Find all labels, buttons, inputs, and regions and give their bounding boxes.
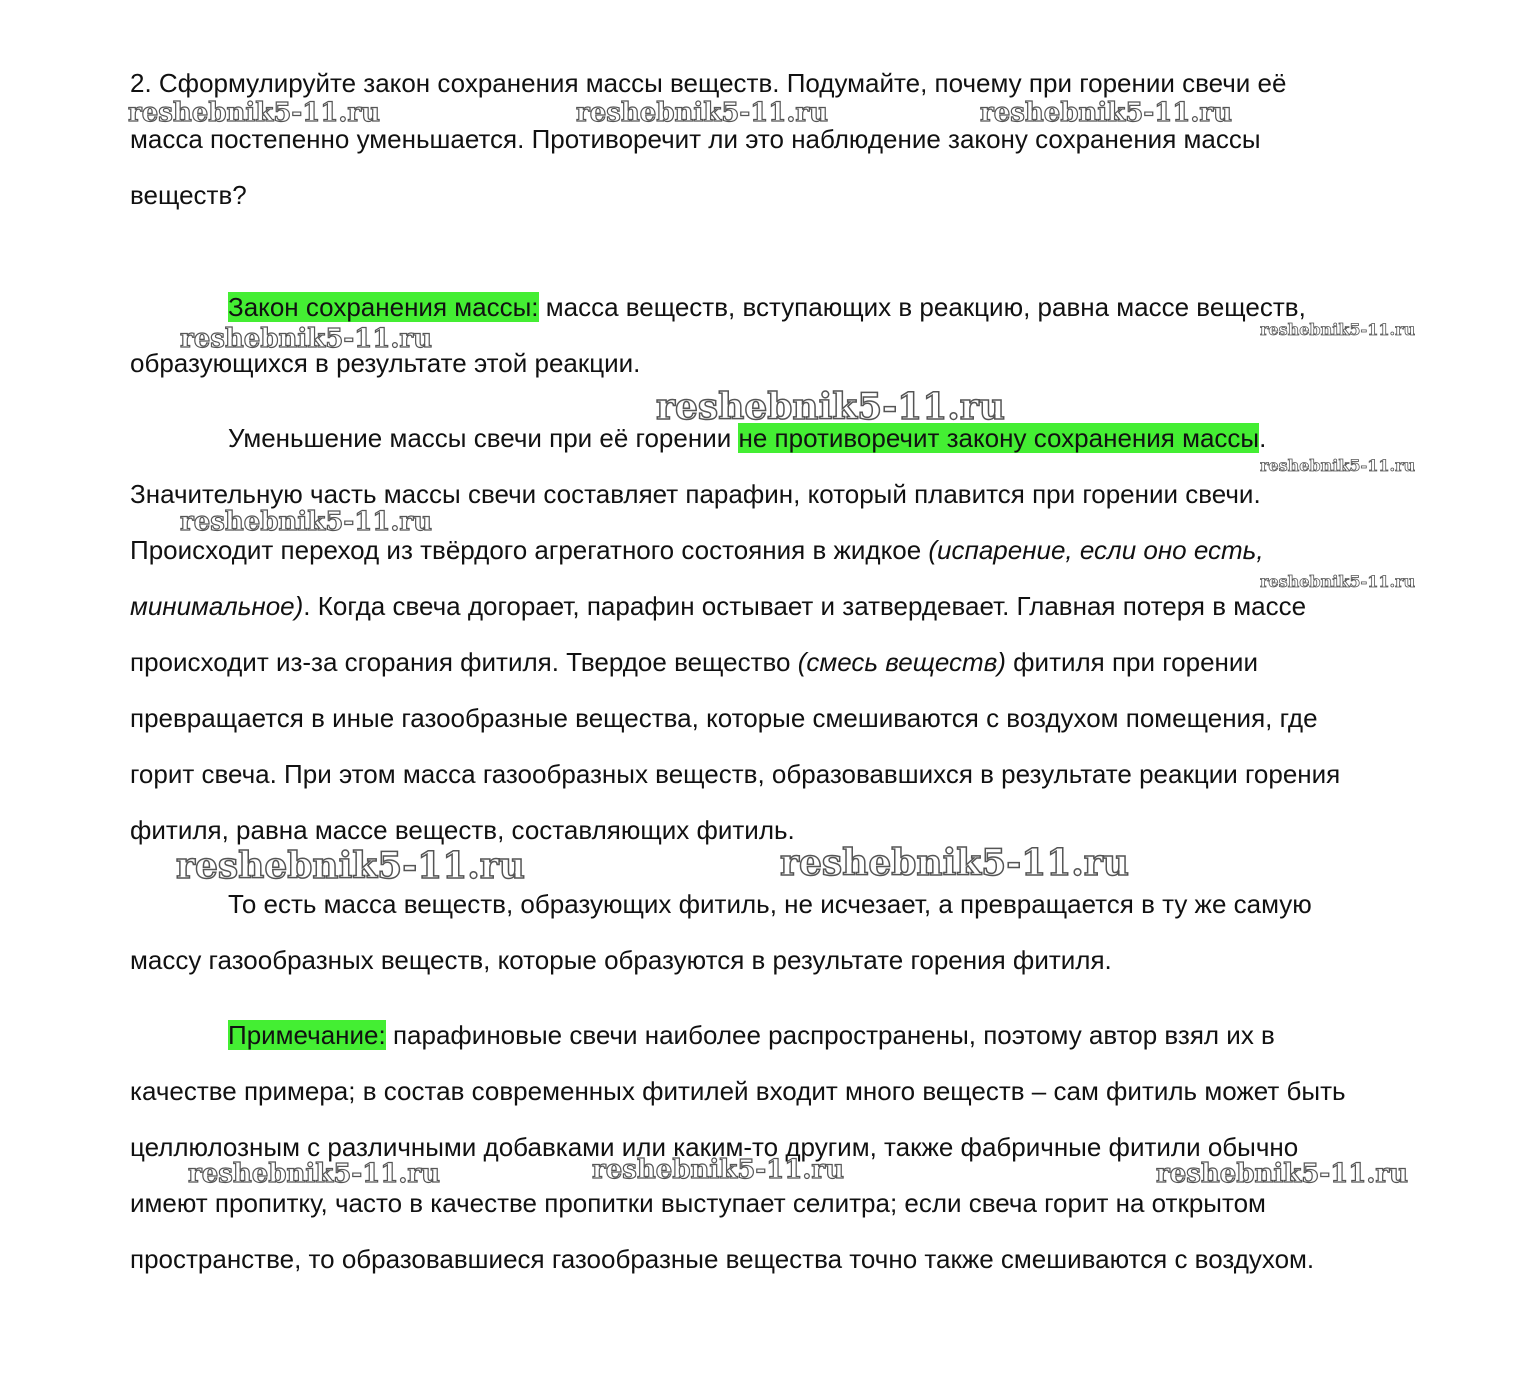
- watermark: reshebnik5-11.ru: [180, 507, 433, 537]
- note-label: Примечание:: [228, 1020, 386, 1050]
- note-line-3: целлюлозным с различными добавками или каким-то другим, также фабричные фитили обычно: [130, 1132, 1299, 1162]
- watermark: reshebnik5-11.ru: [180, 324, 433, 354]
- conclusion-line-1: То есть масса веществ, образующих фитиль, не исчезает, а превращается в ту же самую: [228, 889, 1312, 919]
- explanation-start: Уменьшение массы свечи при её горении: [228, 423, 739, 453]
- explanation-l5-text: происходит из-за сгорания фитиля. Твердое вещество: [130, 647, 798, 677]
- watermark: reshebnik5-11.ru: [1260, 456, 1416, 475]
- watermark: reshebnik5-11.ru: [656, 386, 1005, 428]
- watermark: reshebnik5-11.ru: [592, 1155, 845, 1185]
- note-line-5: пространстве, то образовавшиеся газообразные вещества точно также смешиваются с воздухом.: [130, 1244, 1315, 1274]
- law-line-2: образующихся в результате этой реакции.: [130, 348, 641, 378]
- note-line-1: [228, 1018, 1275, 1052]
- explanation-l5-italic: (смесь веществ): [797, 647, 1006, 677]
- explanation-l3-text: Происходит переход из твёрдого агрегатного состояния в жидкое: [130, 535, 929, 565]
- watermark: reshebnik5-11.ru: [188, 1159, 441, 1189]
- question-line-2: масса постепенно уменьшается. Противоречит ли это наблюдение закону сохранения массы: [130, 124, 1261, 154]
- law-text-1: масса веществ, вступающих в реакцию, равна массе веществ,: [538, 292, 1306, 322]
- explanation-highlight: не противоречит закону сохранения массы: [738, 423, 1260, 453]
- explanation-line-5: [130, 645, 1258, 679]
- watermark: reshebnik5-11.ru: [1156, 1159, 1409, 1189]
- explanation-line-6: превращается в иные газообразные вещества, которые смешиваются с воздухом помещения, где: [130, 703, 1318, 733]
- explanation-line-7: горит свеча. При этом масса газообразных веществ, образовавшихся в результате реакции горения: [130, 759, 1341, 789]
- explanation-line-8: фитиля, равна массе веществ, составляющих фитиль.: [130, 815, 795, 845]
- question-line-3: веществ?: [130, 180, 247, 210]
- watermark: reshebnik5-11.ru: [128, 98, 381, 128]
- note-text-1: парафиновые свечи наиболее распространены, поэтому автор взял их в: [385, 1020, 1275, 1050]
- explanation-l4-text: . Когда свеча догорает, парафин остывает и затвердевает. Главная потеря в массе: [303, 591, 1307, 621]
- conclusion-line-2: массу газообразных веществ, которые образуются в результате горения фитиля.: [130, 945, 1112, 975]
- law-line-1: [228, 290, 1306, 324]
- explanation-line-4: [130, 589, 1306, 623]
- explanation-line-1: [228, 421, 1266, 455]
- question-line-1: 2. Сформулируйте закон сохранения массы веществ. Подумайте, почему при горении свечи её: [130, 68, 1287, 98]
- explanation-l5-end: фитиля при горении: [1005, 647, 1258, 677]
- note-line-2: качестве примера; в состав современных фитилей входит много веществ – сам фитиль может быть: [130, 1076, 1346, 1106]
- watermark: reshebnik5-11.ru: [576, 98, 829, 128]
- explanation-line-3: [130, 533, 1264, 567]
- watermark: reshebnik5-11.ru: [1260, 320, 1416, 339]
- watermark: reshebnik5-11.ru: [780, 842, 1129, 884]
- watermark: reshebnik5-11.ru: [1260, 572, 1416, 591]
- explanation-l3-italic: (испарение, если оно есть,: [928, 535, 1264, 565]
- explanation-end: .: [1259, 423, 1267, 453]
- law-label: Закон сохранения массы:: [228, 292, 539, 322]
- watermark: reshebnik5-11.ru: [980, 98, 1233, 128]
- watermark: reshebnik5-11.ru: [176, 845, 525, 887]
- explanation-line-2: Значительную часть массы свечи составляет парафин, который плавится при горении свечи.: [130, 479, 1261, 509]
- note-line-4: имеют пропитку, часто в качестве пропитки выступает селитра; если свеча горит на открытом: [130, 1188, 1266, 1218]
- explanation-l4-italic: минимальное): [130, 591, 304, 621]
